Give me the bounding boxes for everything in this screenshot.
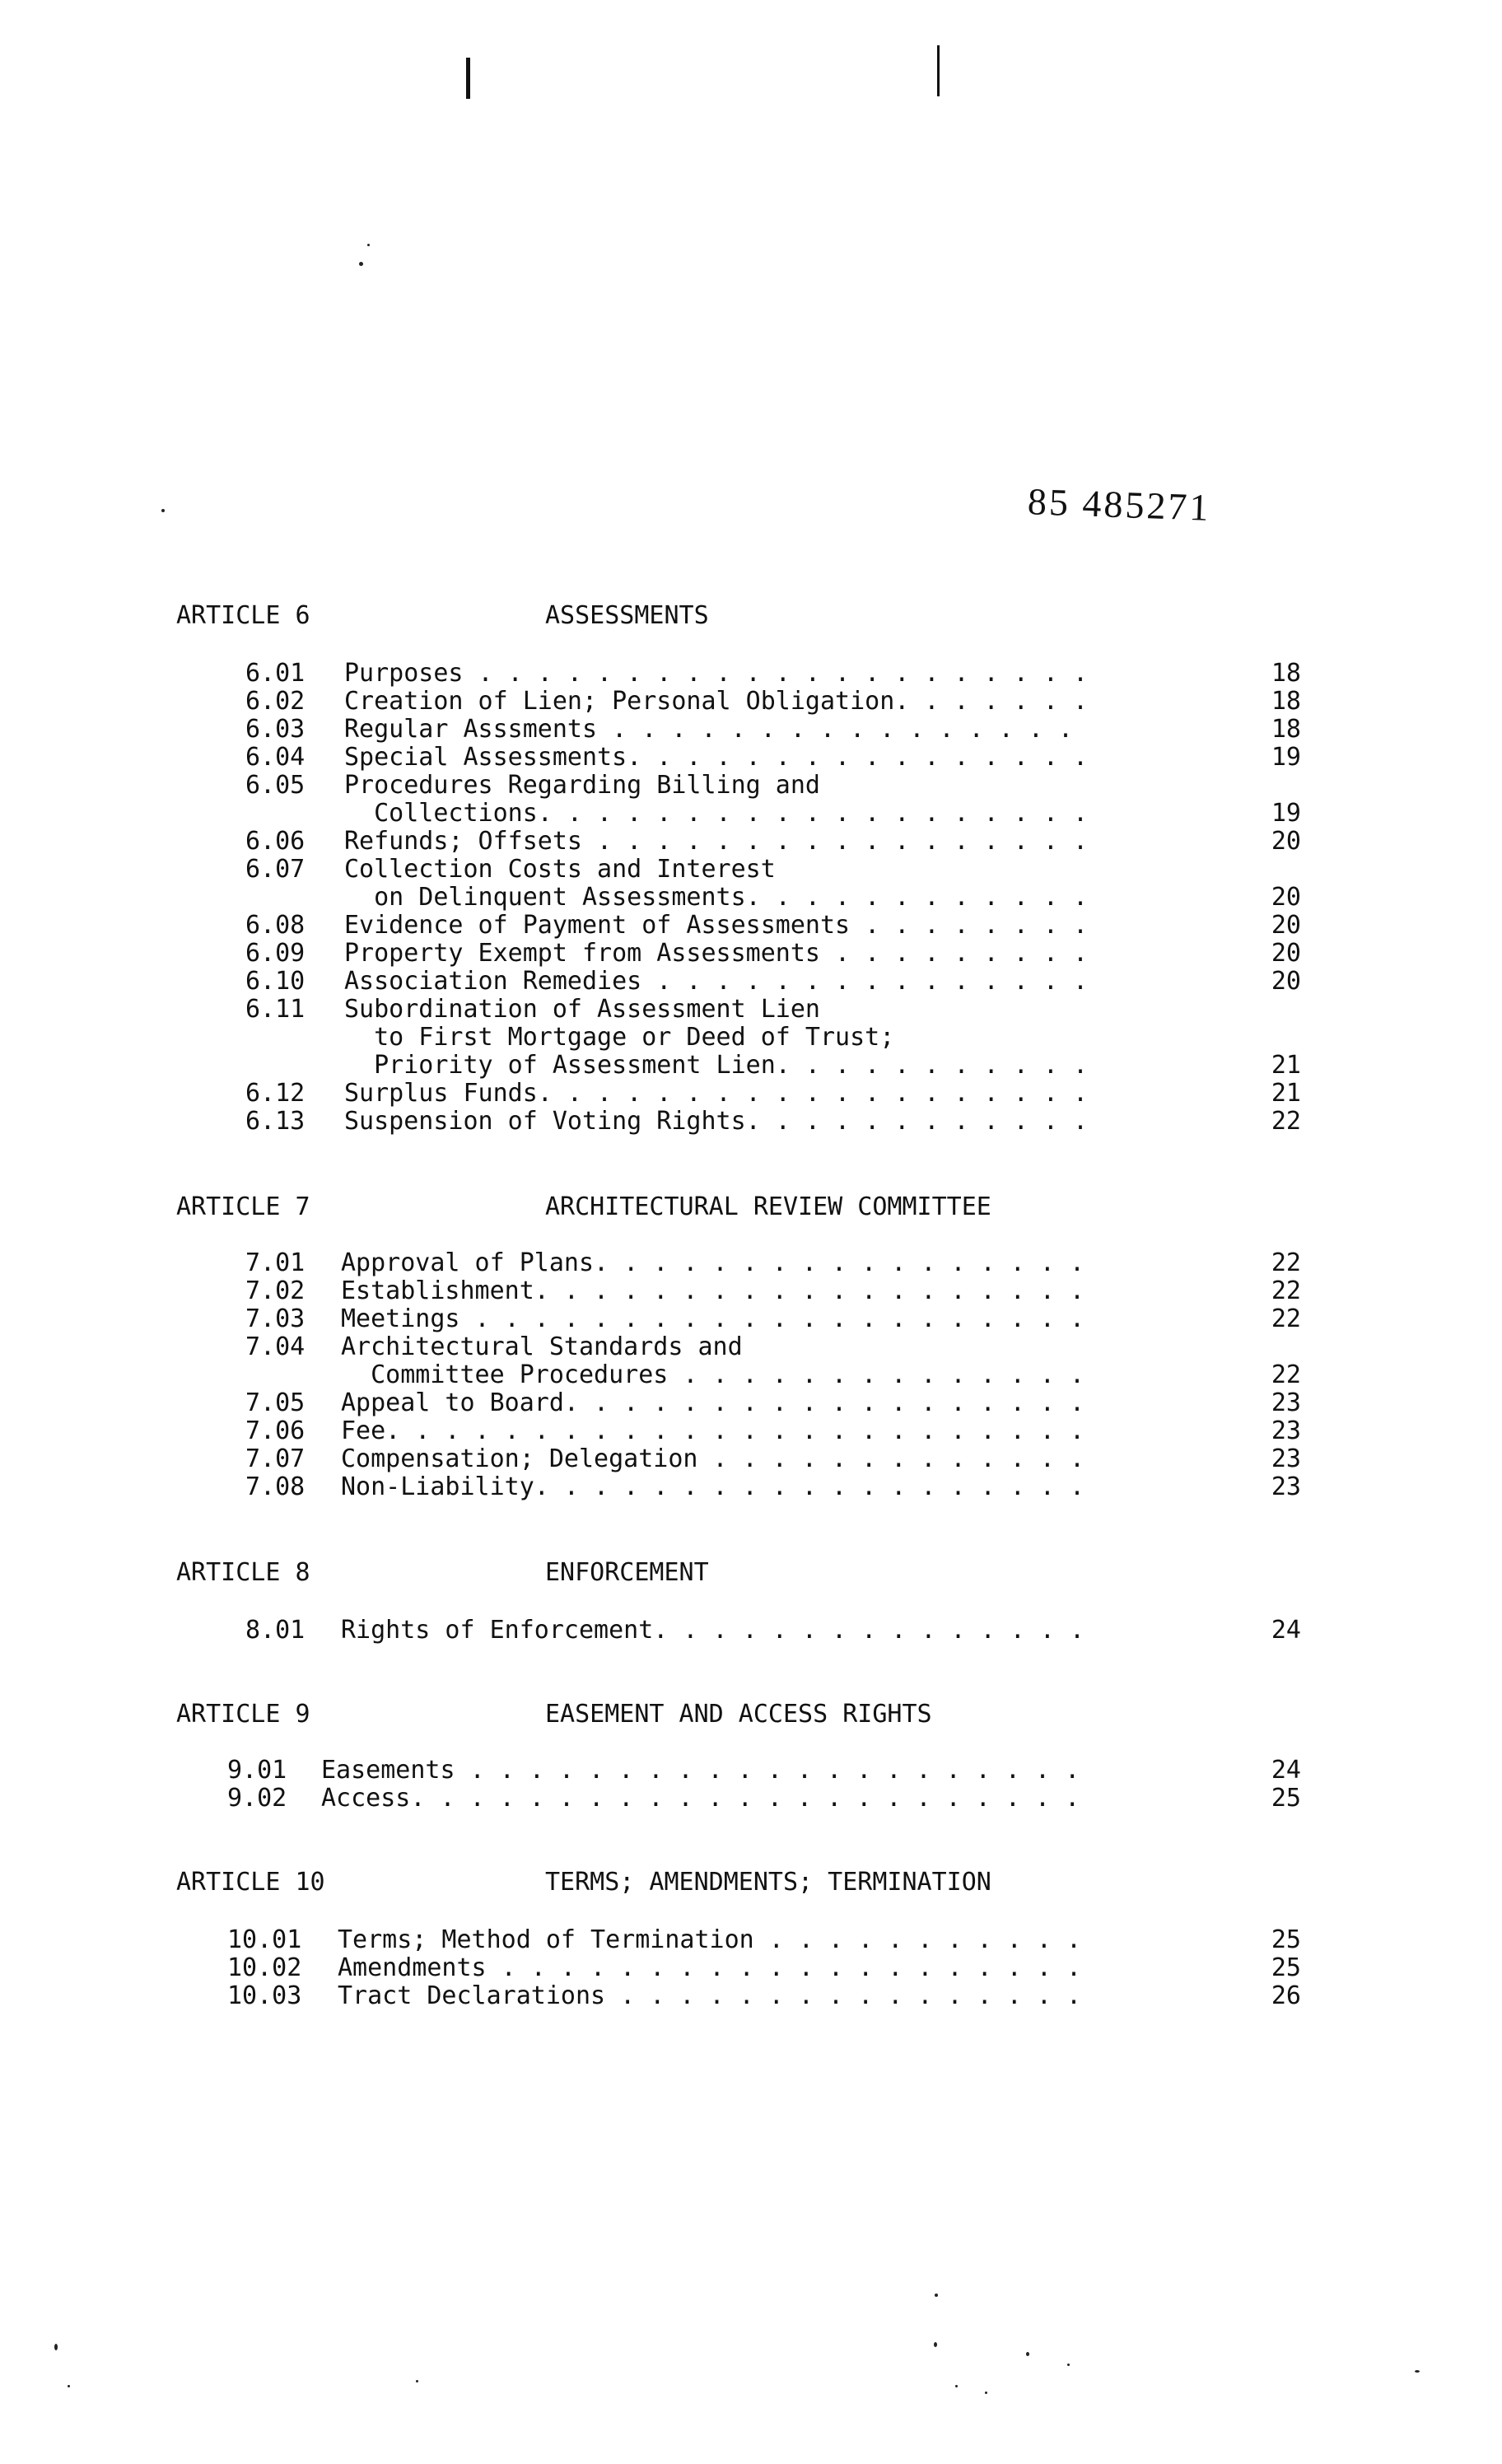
section-number: 7.08: [245, 1472, 306, 1501]
section-title-line: Tract Declarations . . . . . . . . . . . . . . . .: [338, 1981, 1082, 2010]
section-title-line: Collections. . . . . . . . . . . . . . . . . . .: [344, 799, 1089, 828]
section-number: 10.03: [227, 1981, 302, 2010]
section-number: 8.01: [245, 1616, 306, 1645]
section-title-line: Approval of Plans. . . . . . . . . . . . . . . . .: [341, 1248, 1085, 1277]
section-number: 9.02: [227, 1784, 287, 1813]
page-number: 23: [1271, 1388, 1301, 1417]
section-title-line: Refunds; Offsets . . . . . . . . . . . . . . . . .: [344, 827, 1089, 856]
article-entries: [227, 1756, 1301, 1812]
article-title: ASSESSMENTS: [545, 601, 709, 630]
toc-entry: [245, 1616, 1301, 1644]
article-title: ENFORCEMENT: [545, 1558, 709, 1587]
section-title-line: on Delinquent Assessments. . . . . . . . . . . .: [344, 883, 1089, 912]
article-title: TERMS; AMENDMENTS; TERMINATION: [545, 1868, 991, 1897]
toc-entry: [245, 911, 1301, 939]
scan-speck: [985, 2392, 987, 2394]
section-number: 10.02: [227, 1953, 302, 1982]
section-title-line: Meetings . . . . . . . . . . . . . . . . . . . . .: [341, 1304, 1085, 1333]
page-number: 22: [1271, 1276, 1301, 1305]
scan-speck: [1026, 2352, 1029, 2356]
section-number: 6.12: [245, 1079, 306, 1108]
article-entries: [245, 1248, 1301, 1500]
article-title: EASEMENT AND ACCESS RIGHTS: [545, 1700, 932, 1729]
section-title-line: Creation of Lien; Personal Obligation. . . . . . .: [344, 687, 1089, 716]
section-number: 9.01: [227, 1756, 287, 1785]
page-number: 22: [1271, 1304, 1301, 1333]
section-title-line: Amendments . . . . . . . . . . . . . . . . . . . .: [338, 1953, 1082, 1982]
page-number: 23: [1271, 1444, 1301, 1473]
toc-entry: [245, 1248, 1301, 1276]
page-number: 18: [1271, 715, 1301, 744]
page-number: 25: [1271, 1784, 1301, 1813]
scan-speck: [1067, 2364, 1070, 2366]
page-number: 20: [1271, 827, 1301, 856]
section-number: 6.10: [245, 967, 306, 996]
page-number: 21: [1271, 1051, 1301, 1080]
page-number: 22: [1271, 1360, 1301, 1389]
page-number: 26: [1271, 1981, 1301, 2010]
section-title-line: Fee. . . . . . . . . . . . . . . . . . . . . . . .: [341, 1416, 1085, 1445]
article-label: ARTICLE 8: [176, 1558, 310, 1587]
page-number: 20: [1271, 883, 1301, 912]
section-number: 6.08: [245, 911, 306, 940]
page-number: 23: [1271, 1472, 1301, 1501]
toc-entry: [245, 1332, 1301, 1388]
toc-entry: [227, 1981, 1301, 2009]
scan-speck: [68, 2385, 70, 2387]
section-title-line: Evidence of Payment of Assessments . . . . . . . .: [344, 911, 1089, 940]
page-number: 19: [1271, 799, 1301, 828]
toc-entry: [245, 687, 1301, 715]
toc-entry: [245, 995, 1301, 1079]
toc-entry: [227, 1756, 1301, 1784]
toc-entry: [245, 1388, 1301, 1416]
page-number: 20: [1271, 911, 1301, 940]
section-title-line: Access. . . . . . . . . . . . . . . . . . . . . . .: [321, 1784, 1080, 1813]
article-heading: [176, 1192, 1164, 1225]
toc-entry: [245, 715, 1301, 743]
toc-entry: [245, 1276, 1301, 1304]
article-heading: [176, 1558, 1164, 1591]
section-number: 7.05: [245, 1388, 306, 1417]
scan-speck: [935, 2294, 938, 2297]
section-number: 10.01: [227, 1925, 302, 1954]
scan-speck: [955, 2385, 958, 2387]
section-title-line: Committee Procedures . . . . . . . . . . . . . .: [341, 1360, 1085, 1389]
scan-speck: [934, 2342, 937, 2347]
section-title-line: Procedures Regarding Billing and: [344, 771, 820, 800]
scan-speck: [161, 509, 165, 512]
section-number: 6.11: [245, 995, 306, 1024]
section-title-line: Appeal to Board. . . . . . . . . . . . . . . . . .: [341, 1388, 1085, 1417]
section-number: 7.03: [245, 1304, 306, 1333]
section-title-line: Priority of Assessment Lien. . . . . . . . . . .: [344, 1051, 1089, 1080]
scan-speck: [54, 2344, 58, 2350]
article-entries: [245, 659, 1301, 1135]
toc-entry: [245, 1304, 1301, 1332]
article-label: ARTICLE 9: [176, 1700, 310, 1729]
article-label: ARTICLE 10: [176, 1868, 325, 1897]
toc-entry: [245, 659, 1301, 687]
section-title-line: Suspension of Voting Rights. . . . . . . . . . . .: [344, 1107, 1089, 1136]
article-title: ARCHITECTURAL REVIEW COMMITTEE: [545, 1192, 991, 1221]
section-number: 6.03: [245, 715, 306, 744]
section-title-line: Easements . . . . . . . . . . . . . . . . . . . . .: [321, 1756, 1080, 1785]
scan-speck: [359, 262, 363, 266]
section-title-line: Rights of Enforcement. . . . . . . . . . . . . . .: [341, 1616, 1085, 1645]
section-title-line: Compensation; Delegation . . . . . . . . . . . . .: [341, 1444, 1085, 1473]
article-heading: [176, 601, 1164, 634]
section-number: 7.01: [245, 1248, 306, 1277]
page-number: 20: [1271, 967, 1301, 996]
section-title-line: Property Exempt from Assessments . . . . . . . . .: [344, 939, 1089, 968]
scan-speck: [1415, 2370, 1420, 2373]
section-number: 6.09: [245, 939, 306, 968]
toc-entry: [245, 855, 1301, 911]
toc-entry: [245, 1444, 1301, 1472]
page-number: 25: [1271, 1925, 1301, 1954]
article-label: ARTICLE 7: [176, 1192, 310, 1221]
section-title-line: Association Remedies . . . . . . . . . . . . . . .: [344, 967, 1089, 996]
section-number: 6.01: [245, 659, 306, 688]
toc-entry: [227, 1953, 1301, 1981]
section-number: 6.07: [245, 855, 306, 884]
toc-entry: [245, 1472, 1301, 1500]
article-heading: [176, 1868, 1164, 1901]
section-number: 6.05: [245, 771, 306, 800]
page-number: 22: [1271, 1107, 1301, 1136]
page-number: 24: [1271, 1756, 1301, 1785]
scan-speck: [416, 2380, 418, 2382]
section-title-line: Purposes . . . . . . . . . . . . . . . . . . . . .: [344, 659, 1089, 688]
scan-mark-left: [466, 58, 470, 99]
section-number: 6.02: [245, 687, 306, 716]
toc-entry: [245, 771, 1301, 827]
page-number: 21: [1271, 1079, 1301, 1108]
section-number: 6.04: [245, 743, 306, 772]
toc-entry: [227, 1784, 1301, 1812]
page-number: 24: [1271, 1616, 1301, 1645]
scan-mark-right: [937, 45, 940, 96]
document-number: 85 485271: [1027, 480, 1212, 529]
section-number: 7.02: [245, 1276, 306, 1305]
section-title-line: Regular Asssments . . . . . . . . . . . . . . . .: [344, 715, 1074, 744]
page-number: 18: [1271, 687, 1301, 716]
toc-entry: [245, 1079, 1301, 1107]
toc-entry: [245, 967, 1301, 995]
section-number: 7.06: [245, 1416, 306, 1445]
section-number: 6.13: [245, 1107, 306, 1136]
page-number: 23: [1271, 1416, 1301, 1445]
article-label: ARTICLE 6: [176, 601, 310, 630]
section-number: 6.06: [245, 827, 306, 856]
section-title-line: Surplus Funds. . . . . . . . . . . . . . . . . . .: [344, 1079, 1089, 1108]
article-entries: [245, 1616, 1301, 1644]
toc-entry: [227, 1925, 1301, 1953]
page-number: 22: [1271, 1248, 1301, 1277]
toc-entry: [245, 743, 1301, 771]
toc-entry: [245, 827, 1301, 855]
toc-entry: [245, 1107, 1301, 1135]
page-number: 25: [1271, 1953, 1301, 1982]
section-title-line: Non-Liability. . . . . . . . . . . . . . . . . . .: [341, 1472, 1085, 1501]
page-number: 20: [1271, 939, 1301, 968]
page-number: 19: [1271, 743, 1301, 772]
section-title-line: Terms; Method of Termination . . . . . . . . . . .: [338, 1925, 1082, 1954]
toc-entry: [245, 939, 1301, 967]
page-number: 18: [1271, 659, 1301, 688]
scan-speck: [367, 244, 370, 246]
article-entries: [227, 1925, 1301, 2009]
article-heading: [176, 1700, 1164, 1733]
toc-entry: [245, 1416, 1301, 1444]
section-title-line: to First Mortgage or Deed of Trust;: [344, 1023, 895, 1052]
section-title-line: Subordination of Assessment Lien: [344, 995, 820, 1024]
section-title-line: Establishment. . . . . . . . . . . . . . . . . . .: [341, 1276, 1085, 1305]
section-number: 7.04: [245, 1332, 306, 1361]
section-title-line: Collection Costs and Interest: [344, 855, 776, 884]
section-title-line: Architectural Standards and: [341, 1332, 743, 1361]
section-title-line: Special Assessments. . . . . . . . . . . . . . . .: [344, 743, 1089, 772]
section-number: 7.07: [245, 1444, 306, 1473]
